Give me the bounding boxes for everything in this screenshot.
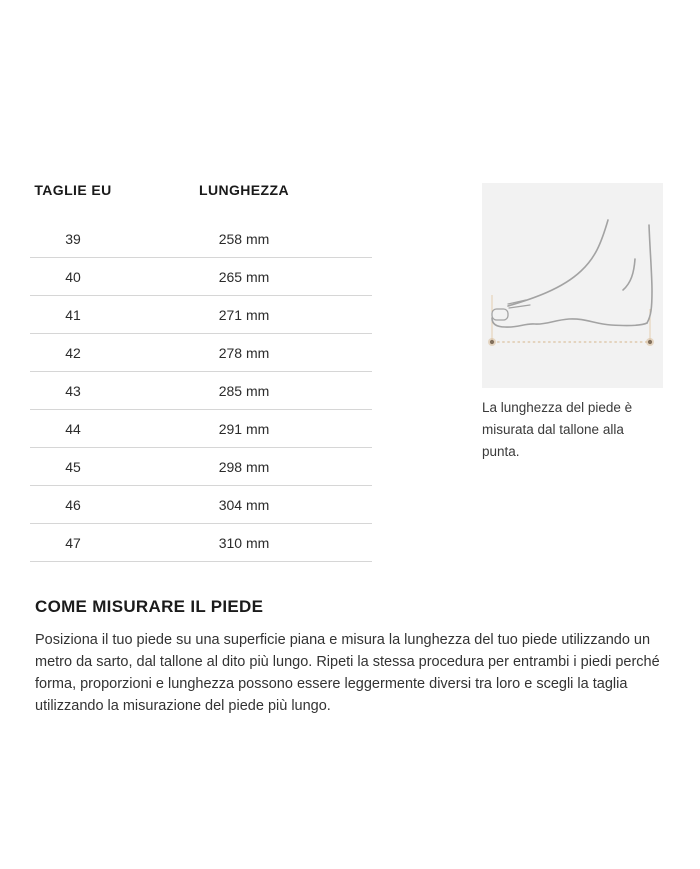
table-row	[30, 486, 372, 524]
figure-caption-line-2: misurata dal tallone alla punta.	[482, 422, 624, 459]
table-row	[30, 372, 372, 410]
foot-illustration-panel	[482, 183, 663, 388]
size-table-header	[30, 180, 372, 200]
size-table	[30, 180, 372, 562]
length-cell: 298 mm	[218, 458, 270, 475]
figure-caption-line-1: La lunghezza del piede è	[482, 400, 633, 415]
length-cell: 310 mm	[218, 534, 270, 551]
section-title: COME MISURARE IL PIEDE	[35, 597, 264, 616]
section-body-text: Posiziona il tuo piede su una superficie piana e misura la lunghezza del tuo piede utilizzando un metro da sarto, dal tallone al dito più lungo. Ripeti la stessa procedura per entrambi i piedi perché forma, proporzioni e lunghezza possono essere leggermente diversi tra loro e scegli la taglia utilizzando la misurazione del piede più lungo.	[35, 632, 660, 714]
length-cell: 271 mm	[218, 306, 270, 323]
size-cell: 43	[65, 382, 81, 399]
length-cell: 258 mm	[218, 230, 270, 247]
table-row	[30, 524, 372, 562]
how-to-measure-section	[35, 597, 687, 717]
length-cell: 291 mm	[218, 420, 270, 437]
table-row	[30, 448, 372, 486]
size-cell: 42	[65, 344, 81, 361]
foot-illustration-icon	[482, 183, 663, 388]
table-row	[30, 296, 372, 334]
size-cell: 47	[65, 534, 81, 551]
size-cell: 45	[65, 458, 81, 475]
header-size-eu: TAGLIE EU	[34, 182, 112, 198]
size-cell: 41	[65, 306, 81, 323]
table-row	[30, 334, 372, 372]
table-row	[30, 220, 372, 258]
table-row	[30, 410, 372, 448]
foot-measurement-figure	[482, 183, 663, 463]
size-cell: 46	[65, 496, 81, 513]
size-cell: 40	[65, 268, 81, 285]
figure-caption	[482, 397, 663, 463]
size-cell: 44	[65, 420, 81, 437]
length-cell: 278 mm	[218, 344, 270, 361]
length-cell: 265 mm	[218, 268, 270, 285]
length-cell: 285 mm	[218, 382, 270, 399]
table-row	[30, 258, 372, 296]
length-cell: 304 mm	[218, 496, 270, 513]
size-cell: 39	[65, 230, 81, 247]
size-table-body	[30, 220, 372, 562]
header-length: LUNGHEZZA	[199, 182, 289, 198]
